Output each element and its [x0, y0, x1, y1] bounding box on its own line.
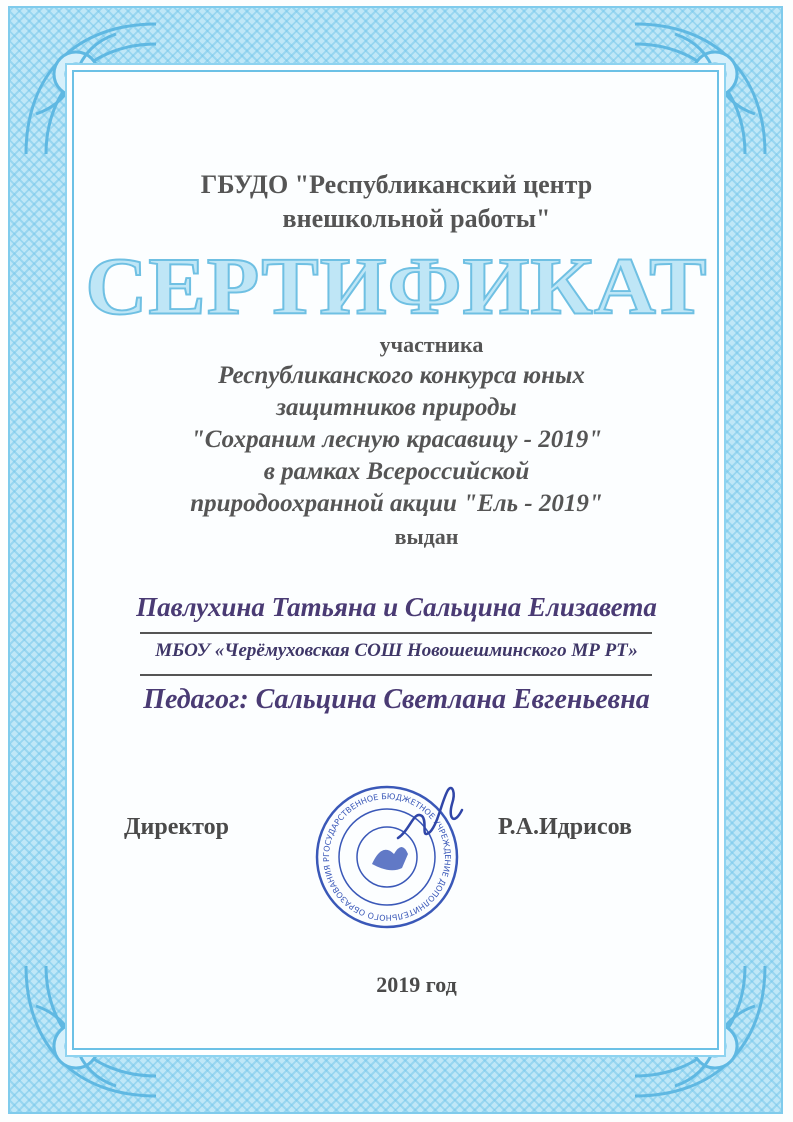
director-name: Р.А.Идрисов — [498, 814, 632, 840]
organization-line-2: внешкольной работы" — [282, 204, 551, 233]
contest-line: Республиканского конкурса юных — [218, 362, 585, 389]
participant-label: участника — [379, 332, 484, 357]
divider-line — [140, 632, 652, 634]
director-label: Директор — [124, 814, 229, 840]
contest-line: природоохранной акции "Ель - 2019" — [190, 490, 603, 517]
issue-year: 2019 год — [376, 972, 457, 997]
teacher-name: Педагог: Сальцина Светлана Евгеньевна — [143, 684, 650, 715]
organization-header — [0, 168, 793, 236]
contest-line: "Сохраним лесную красавицу - 2019" — [190, 426, 603, 453]
issued-label: выдан — [394, 524, 459, 549]
certificate-title: СЕРТИФИКАТ — [85, 240, 708, 332]
contest-description — [0, 360, 793, 520]
seal-text: ГОСУДАРСТВЕННОЕ БЮДЖЕТНОЕ УЧРЕЖДЕНИЕ ДОПОЛНИТЕЛЬНОГО ОБРАЗОВАНИЯ Р — [321, 791, 453, 923]
recipient-names: Павлухина Татьяна и Сальцина Елизавета — [136, 592, 657, 622]
divider-line — [140, 674, 652, 676]
director-signature — [392, 780, 472, 850]
organization-line-1: ГБУДО "Республиканский центр — [200, 170, 593, 199]
contest-line: в рамках Всероссийской — [263, 458, 530, 485]
contest-line: защитников природы — [276, 394, 517, 421]
school-name: МБОУ «Черёмуховская СОШ Новошешминского МР РТ» — [155, 640, 638, 661]
